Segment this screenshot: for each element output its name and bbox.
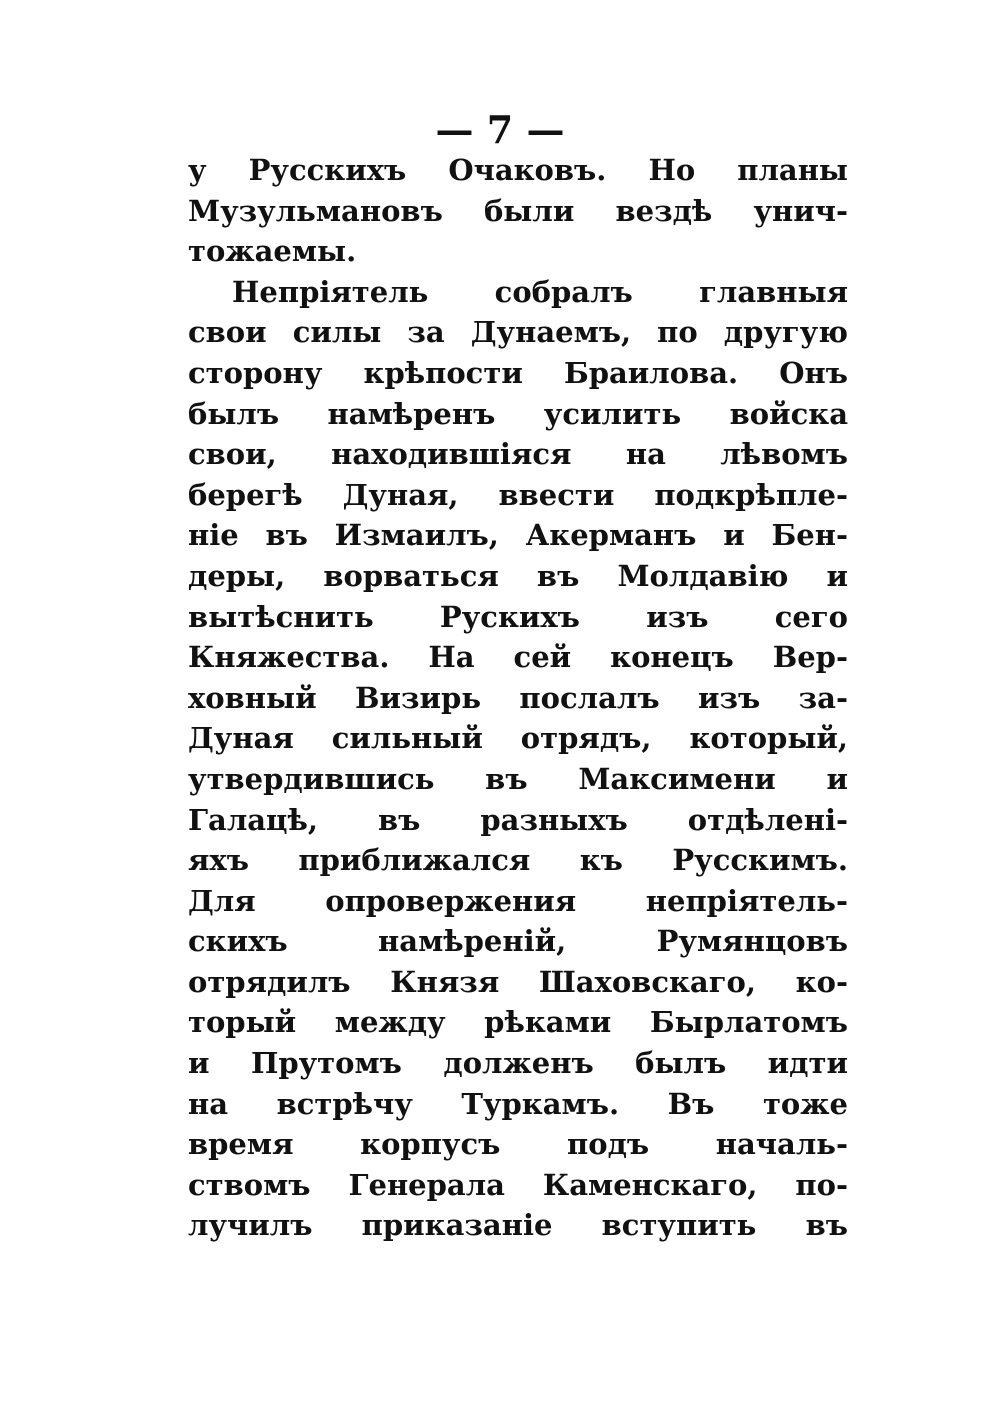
text-line: Галацѣ, въ разныхъ отдѣлені- bbox=[188, 802, 848, 837]
text-line: Для опровержения непріятель- bbox=[188, 883, 848, 918]
text-line: берегѣ Дуная, ввести подкрѣпле- bbox=[188, 477, 848, 512]
text-line: время корпусъ подъ началь- bbox=[188, 1127, 848, 1162]
text-line: ствомъ Генерала Каменскаго, по- bbox=[188, 1167, 848, 1202]
text-line: свои силы за Дунаемъ, по другую bbox=[188, 315, 848, 350]
text-line: вытѣснить Рускихъ изъ сего bbox=[188, 599, 848, 634]
text-line: торый между рѣками Бырлатомъ bbox=[188, 1005, 848, 1040]
text-line: Дуная сильный отрядъ, который, bbox=[188, 721, 848, 756]
text-line: и Прутомъ долженъ былъ идти bbox=[188, 1046, 848, 1081]
text-line: у Русскихъ Очаковъ. Но планы bbox=[188, 153, 848, 187]
page-number: — 7 — bbox=[435, 107, 565, 152]
text-line: яхъ приближался къ Русскимъ. bbox=[188, 843, 848, 878]
body-text bbox=[188, 150, 848, 1246]
text-line: лучилъ приказаніе вступить въ bbox=[188, 1208, 848, 1243]
text-line: былъ намѣренъ усилить войска bbox=[188, 396, 848, 431]
text-line: ніе въ Измаилъ, Акерманъ и Бен- bbox=[188, 518, 848, 553]
text-line: тожаемы. bbox=[188, 234, 357, 269]
text-line: Княжества. На сей конецъ Вер- bbox=[188, 640, 848, 675]
text-line: деры, ворваться въ Молдавію и bbox=[188, 558, 848, 593]
text-line: скихъ намѣреній, Румянцовъ bbox=[188, 924, 848, 959]
text-line: на встрѣчу Туркамъ. Въ тоже bbox=[188, 1086, 848, 1121]
text-line: свои, находившіяся на лѣвомъ bbox=[188, 437, 848, 472]
text-line: отрядилъ Князя Шаховскаго, ко- bbox=[188, 964, 848, 999]
text-line: Музульмановъ были вездѣ унич- bbox=[188, 193, 848, 228]
text-line: ховный Визирь послалъ изъ за- bbox=[188, 680, 848, 715]
text-line: Непріятель собралъ главныя bbox=[232, 274, 848, 309]
text-line: утвердившись въ Максимени и bbox=[188, 761, 848, 796]
text-line: сторону крѣпости Браилова. Онъ bbox=[188, 355, 848, 390]
